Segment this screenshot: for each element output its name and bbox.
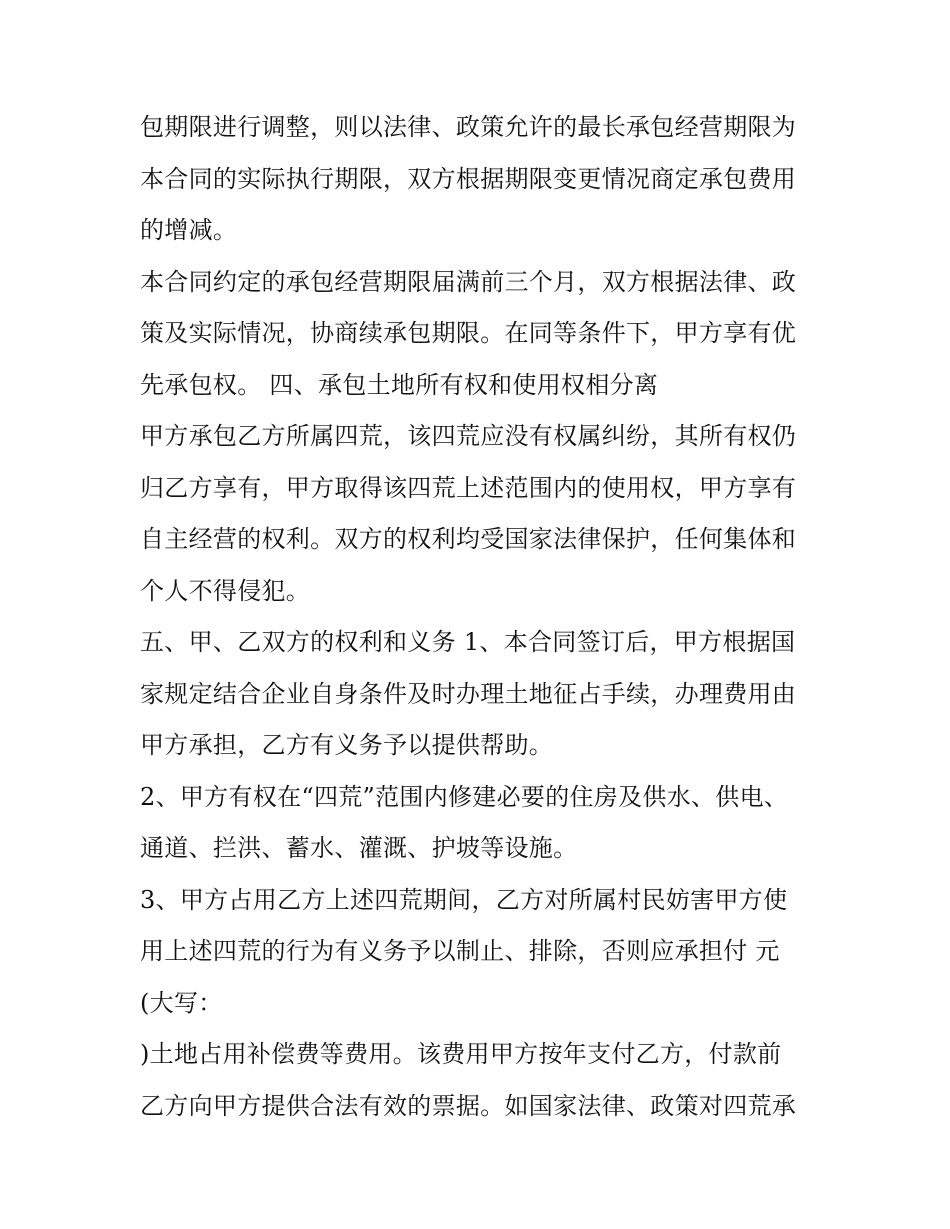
text-line: 自主经营的权利。双方的权利均受国家法律保护，任何集体和	[140, 525, 797, 553]
text-line: 乙方向甲方提供合法有效的票据。如国家法律、政策对四荒承	[140, 1091, 797, 1120]
text-line: 用上述四荒的行为有义务予以制止、排除，否则应承担付 元	[140, 937, 780, 965]
text-line: 通道、拦洪、蓄水、灌溉、护坡等设施。	[140, 834, 578, 862]
text-line: 策及实际情况，协商续承包期限。在同等条件下，甲方享有优	[140, 319, 797, 347]
text-line: 归乙方享有，甲方取得该四荒上述范围内的使用权，甲方享有	[140, 473, 797, 502]
text-line: 3、甲方占用乙方上述四荒期间，乙方对所属村民妨害甲方使	[140, 885, 788, 914]
text-line: 甲方承包乙方所属四荒，该四荒应没有权属纠纷，其所有权仍	[140, 422, 797, 450]
text-line: (大写：	[140, 988, 223, 1017]
text-line: 本合同约定的承包经营期限届满前三个月，双方根据法律、政	[140, 267, 797, 296]
text-line: 包期限进行调整，则以法律、政策允许的最长承包经营期限为	[140, 113, 797, 141]
text-line: 先承包权。 四、承包土地所有权和使用权相分离	[140, 370, 659, 399]
text-line: 甲方承担，乙方有义务予以提供帮助。	[140, 731, 554, 759]
text-line: 2、甲方有权在“四荒”范围内修建必要的住房及供水、供电、	[140, 782, 789, 811]
document-body	[140, 102, 820, 1132]
text-line: 的增减。	[140, 216, 238, 244]
text-line: )土地占用补偿费等费用。该费用甲方按年支付乙方，付款前	[140, 1040, 782, 1068]
text-line: 家规定结合企业自身条件及时办理土地征占手续，办理费用由	[140, 679, 797, 708]
text-line: 五、甲、乙双方的权利和义务 1、本合同签订后，甲方根据国	[140, 628, 796, 656]
text-line: 本合同的实际执行期限，双方根据期限变更情况商定承包费用	[140, 164, 797, 193]
text-line: 个人不得侵犯。	[140, 576, 311, 605]
